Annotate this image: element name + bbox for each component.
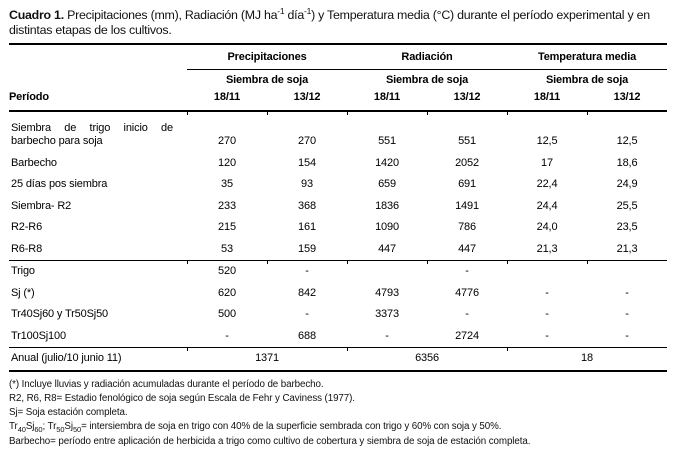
cell: 18,6 bbox=[616, 156, 638, 169]
empty-cell bbox=[9, 69, 187, 88]
footnote-text: = intersiembra de soja en trigo con 40% de la superficie sembrada con trigo y 60% con soja y 50%. bbox=[81, 421, 502, 433]
table-row bbox=[9, 174, 667, 196]
row-label: 25 días pos siembra bbox=[11, 178, 108, 190]
corner-cell bbox=[9, 44, 187, 69]
caption-text: Precipitaciones (mm), Radiación (MJ ha bbox=[63, 8, 278, 22]
caption-text: ) y Temperatura media (°C) durante el período experimental y en distintas etapas de los cultivos. bbox=[9, 8, 650, 37]
cell: 2052 bbox=[455, 156, 479, 169]
row-label: Anual (julio/10 junio 11) bbox=[11, 352, 122, 364]
cell: 842 bbox=[298, 286, 316, 299]
cell: 93 bbox=[301, 178, 313, 190]
cell: - bbox=[545, 286, 549, 299]
cell: 21,3 bbox=[536, 242, 558, 255]
cell: - bbox=[625, 329, 629, 342]
table-caption bbox=[9, 5, 667, 38]
cell: 4793 bbox=[375, 286, 399, 299]
section-crop-stages bbox=[9, 111, 667, 261]
subheader-row bbox=[9, 69, 667, 88]
data-table bbox=[9, 43, 667, 372]
dates-header-row bbox=[9, 88, 667, 111]
caption-text: día bbox=[284, 8, 304, 22]
cell: - bbox=[545, 308, 549, 320]
table-header bbox=[9, 44, 667, 111]
cell: 12,5 bbox=[587, 111, 667, 153]
table-row bbox=[9, 261, 667, 283]
cell: 24,4 bbox=[536, 199, 558, 212]
cell: - bbox=[465, 308, 469, 320]
cell: 1491 bbox=[455, 199, 479, 212]
cell: 35 bbox=[221, 178, 233, 190]
cell: - bbox=[225, 329, 229, 342]
table-row bbox=[9, 239, 667, 261]
footnote-4 bbox=[9, 420, 667, 434]
cell: 368 bbox=[298, 199, 316, 212]
date-col-header: 18/11 bbox=[187, 88, 267, 111]
cell: - bbox=[385, 329, 389, 342]
footnote-subscript: 60 bbox=[34, 425, 43, 435]
row-label: Siembra de trigo inicio de barbecho para soja bbox=[11, 121, 173, 147]
footnote-3: Sj= Soja estación completa. bbox=[9, 407, 128, 419]
annual-precipitaciones-value: 1371 bbox=[187, 348, 347, 371]
cell: 21,3 bbox=[616, 242, 638, 255]
cell bbox=[347, 261, 427, 283]
caption-superscript: -1 bbox=[277, 5, 285, 16]
cell: 24,9 bbox=[616, 178, 638, 190]
caption-superscript: -1 bbox=[304, 5, 312, 16]
column-group-temperatura: Temperatura media bbox=[507, 44, 667, 69]
section-crop-totals bbox=[9, 261, 667, 348]
footnote-subscript: 50 bbox=[72, 425, 82, 435]
row-label: Barbecho bbox=[11, 156, 57, 169]
footnote-subscript: 40 bbox=[17, 425, 26, 435]
row-label: Tr40Sj60 y Tr50Sj50 bbox=[11, 308, 109, 320]
row-label: Tr100Sj100 bbox=[11, 329, 66, 342]
cell: 215 bbox=[218, 221, 236, 233]
table-row bbox=[9, 111, 667, 153]
cell: 233 bbox=[218, 199, 236, 212]
table-row bbox=[9, 153, 667, 175]
cell: 24,0 bbox=[536, 221, 558, 233]
cell: 2724 bbox=[455, 329, 479, 342]
cell: 688 bbox=[298, 329, 316, 342]
row-label: Siembra- R2 bbox=[11, 199, 72, 212]
footnote-5: Barbecho= período entre aplicación de herbicida a trigo como cultivo de cobertura y siembra de soja de estación completa. bbox=[9, 435, 531, 447]
cell: 447 bbox=[378, 242, 396, 255]
cell bbox=[587, 261, 667, 283]
footnote-text: Sj bbox=[64, 421, 73, 433]
cell: - bbox=[427, 261, 507, 283]
cell: 551 bbox=[427, 111, 507, 153]
cell: 500 bbox=[218, 308, 236, 320]
column-group-precipitaciones: Precipitaciones bbox=[187, 44, 347, 69]
row-label: Trigo bbox=[11, 265, 35, 277]
annual-row bbox=[9, 348, 667, 371]
cell: 786 bbox=[458, 221, 476, 233]
cell: 691 bbox=[458, 178, 476, 190]
row-label: R6-R8 bbox=[11, 242, 43, 255]
footnote-text: Tr bbox=[9, 421, 18, 433]
date-col-header: 18/11 bbox=[507, 88, 587, 111]
cell: 620 bbox=[218, 286, 236, 299]
cell: 161 bbox=[298, 221, 316, 233]
group-header-row bbox=[9, 44, 667, 69]
cell: 23,5 bbox=[616, 221, 638, 233]
cell: 1420 bbox=[375, 156, 399, 169]
row-label: Sj (*) bbox=[11, 286, 35, 299]
footnote-text: ; Tr bbox=[42, 421, 57, 433]
cell: - bbox=[625, 286, 629, 299]
footnotes bbox=[9, 378, 667, 449]
cell: 4776 bbox=[455, 286, 479, 299]
cell: - bbox=[625, 308, 629, 320]
column-group-radiacion: Radiación bbox=[347, 44, 507, 69]
cell bbox=[507, 261, 587, 283]
date-col-header: 18/11 bbox=[347, 88, 427, 111]
cell: 551 bbox=[347, 111, 427, 153]
footnote-1: (*) Incluye lluvias y radiación acumuladas durante el período de barbecho. bbox=[9, 378, 324, 390]
cell: 120 bbox=[218, 156, 236, 169]
cell: 12,5 bbox=[507, 111, 587, 153]
cell: 1836 bbox=[375, 199, 399, 212]
cell: 25,5 bbox=[616, 199, 638, 212]
footnote-subscript: 50 bbox=[56, 425, 65, 435]
date-col-header: 13/12 bbox=[587, 88, 667, 111]
annual-temperatura-value: 18 bbox=[507, 348, 667, 371]
subheader-siembra-radiacion: Siembra de soja bbox=[385, 73, 469, 86]
cell: 447 bbox=[458, 242, 476, 255]
subheader-siembra-temperatura: Siembra de soja bbox=[545, 73, 629, 86]
period-header: Período bbox=[9, 88, 187, 111]
cell: 17 bbox=[541, 156, 553, 169]
cell: - bbox=[305, 308, 309, 320]
cell: 270 bbox=[187, 111, 267, 153]
cell: 270 bbox=[267, 111, 347, 153]
cell: 154 bbox=[298, 156, 316, 169]
cell: 159 bbox=[298, 242, 316, 255]
annual-radiacion-value: 6356 bbox=[347, 348, 507, 371]
table-row bbox=[9, 304, 667, 326]
cell: 53 bbox=[221, 242, 233, 255]
footnote-2: R2, R6, R8= Estadio fenológico de soja según Escala de Fehr y Caviness (1977). bbox=[9, 392, 355, 404]
cell: 1090 bbox=[375, 221, 399, 233]
table-row bbox=[9, 217, 667, 239]
table-row bbox=[9, 326, 667, 348]
caption-label: Cuadro 1. bbox=[9, 8, 64, 22]
row-label: R2-R6 bbox=[11, 221, 43, 233]
cell: 22,4 bbox=[536, 178, 558, 190]
cell: - bbox=[545, 329, 549, 342]
subheader-siembra-precipitaciones: Siembra de soja bbox=[225, 73, 309, 86]
cell: 520 bbox=[187, 261, 267, 283]
table-row bbox=[9, 283, 667, 305]
cell: 3373 bbox=[375, 308, 399, 320]
table-row bbox=[9, 196, 667, 218]
footnote-text: Sj bbox=[25, 421, 35, 433]
section-annual bbox=[9, 348, 667, 371]
date-col-header: 13/12 bbox=[427, 88, 507, 111]
cell: - bbox=[267, 261, 347, 283]
date-col-header: 13/12 bbox=[267, 88, 347, 111]
cell: 659 bbox=[378, 178, 396, 190]
